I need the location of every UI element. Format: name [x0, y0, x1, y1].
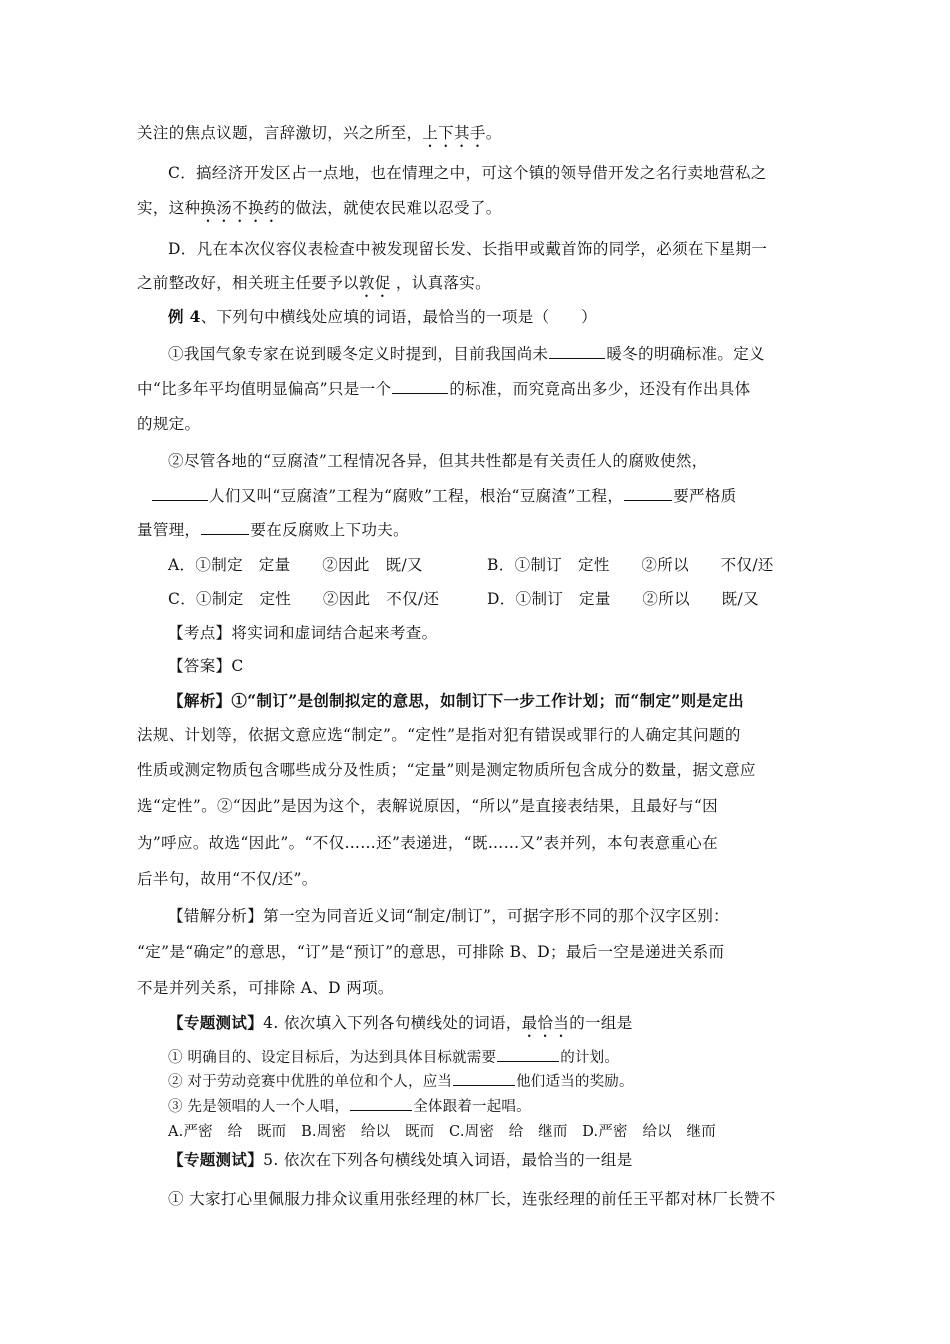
analysis-line: 【解析】①“制订”是创制拟定的意思，如制订下一步工作计划；而“制定”则是定出: [168, 691, 744, 710]
example-heading: 例 4、下列句中横线处应填的词语，最恰当的一项是（ ）: [168, 307, 597, 326]
analysis-line: 选“定性”。②“因此”是因为这个，表解说原因，“所以”是直接表结果，且最好与“因: [137, 797, 718, 815]
analysis-line: 后半句，故用“不仅/还”。: [137, 870, 318, 888]
fill-blank: [152, 485, 208, 501]
sentence-line: ③ 先是领唱的人一个人唱， 全体跟着一起唱。: [168, 1095, 531, 1118]
fill-blank: [453, 1070, 515, 1086]
key-point: 【考点】将实词和虚词结合起来考查。: [168, 624, 438, 642]
emphasized-phrase: 最恰当: [521, 1014, 570, 1032]
analysis-line: 性质或测定物质包含哪些成分及性质；“定量”则是测定物质所包含成分的数量，据文意应: [137, 761, 756, 779]
option-c-line: C．搞经济开发区占一点地，也在情理之中，可这个镇的领导借开发之名行卖地营私之: [168, 164, 767, 182]
question-line: ①我国气象专家在说到暖冬定义时提到，目前我国尚未 暖冬的明确标准。定义: [168, 345, 765, 363]
answer: 【答案】C: [168, 657, 244, 675]
option-a: A．①制定 定量 ②因此 既/又: [168, 556, 423, 574]
error-analysis-line: “定”是“确定”的意思，“订”是“预订”的意思，可排除 B、D；最后一空是递进关系而: [137, 943, 725, 961]
error-analysis-line: 【错解分析】第一空为同音近义词“制定/制订”，可据字形不同的那个汉字区别：: [168, 907, 730, 925]
emphasized-phrase: 上下其手: [422, 124, 486, 142]
fill-blank: [392, 378, 448, 394]
option-b: B．①制订 定性 ②所以 不仅/还: [487, 556, 774, 574]
analysis-line: 为”呼应。故选“因此”。“不仅……还”表递进，“既……又”表并列，本句表意重心在: [137, 834, 718, 852]
test-options: A.严密 给 既而 B.周密 给以 既而 C.周密 给 继而 D.严密 给以 继而: [168, 1124, 716, 1140]
sentence-line: ② 对于劳动竞赛中优胜的单位和个人，应当 他们适当的奖励。: [168, 1070, 634, 1093]
fill-blank: [497, 1046, 559, 1062]
emphasized-phrase: 敦促: [358, 274, 391, 292]
option-c: C．①制定 定性 ②因此 不仅/还: [168, 590, 440, 608]
fill-blank: [549, 343, 605, 359]
question-line: 中“比多年平均值明显偏高”只是一个 的标准，而究竟高出多少，还没有作出具体: [137, 380, 751, 398]
option-d-line: D．凡在本次仪容仪表检查中被发现留长发、长指甲或戴首饰的同学，必须在下星期一: [168, 240, 768, 258]
fill-blank: [201, 519, 249, 535]
test-heading: 【专题测试】4. 依次填入下列各句横线处的词语，最恰当的一组是: [168, 1013, 633, 1032]
analysis-line: 法规、计划等，依据文意应选“制定”。“定性”是指对犯有错误或罪行的人确定其问题的: [137, 726, 741, 744]
question-line: ②尽管各地的“豆腐渣”工程情况各异，但其共性都是有关责任人的腐败使然，: [168, 452, 708, 470]
paragraph-line: 实，这种换汤不换药的做法，就使农民难以忍受了。: [137, 199, 502, 217]
question-line: 人们又叫“豆腐渣”工程为“腐败”工程，根治“豆腐渣”工程， 要严格质: [151, 485, 737, 507]
question-line: 量管理， 要在反腐败上下功夫。: [137, 521, 409, 539]
sentence-line: ① 大家打心里佩服力排众议重用张经理的林厂长，连张经理的前任王平都对林厂长赞不: [168, 1190, 776, 1208]
option-d: D．①制订 定量 ②所以 既/又: [487, 590, 759, 608]
test-heading: 【专题测试】5. 依次在下列各句横线处填入词语，最恰当的一组是: [168, 1150, 633, 1169]
emphasized-phrase: 换汤不换药: [200, 199, 280, 217]
fill-blank: [624, 485, 672, 501]
paragraph-line: 关注的焦点议题，言辞激切，兴之所至，上下其手。: [137, 124, 502, 142]
question-line: 的规定。: [137, 415, 201, 433]
error-analysis-line: 不是并列关系，可排除 A、D 两项。: [137, 979, 394, 997]
paragraph-line: 之前整改好，相关班主任要予以敦促 ，认真落实。: [137, 274, 491, 292]
fill-blank: [350, 1095, 412, 1111]
sentence-line: ① 明确目的、设定目标后，为达到具体目标就需要 的计划。: [168, 1046, 619, 1069]
